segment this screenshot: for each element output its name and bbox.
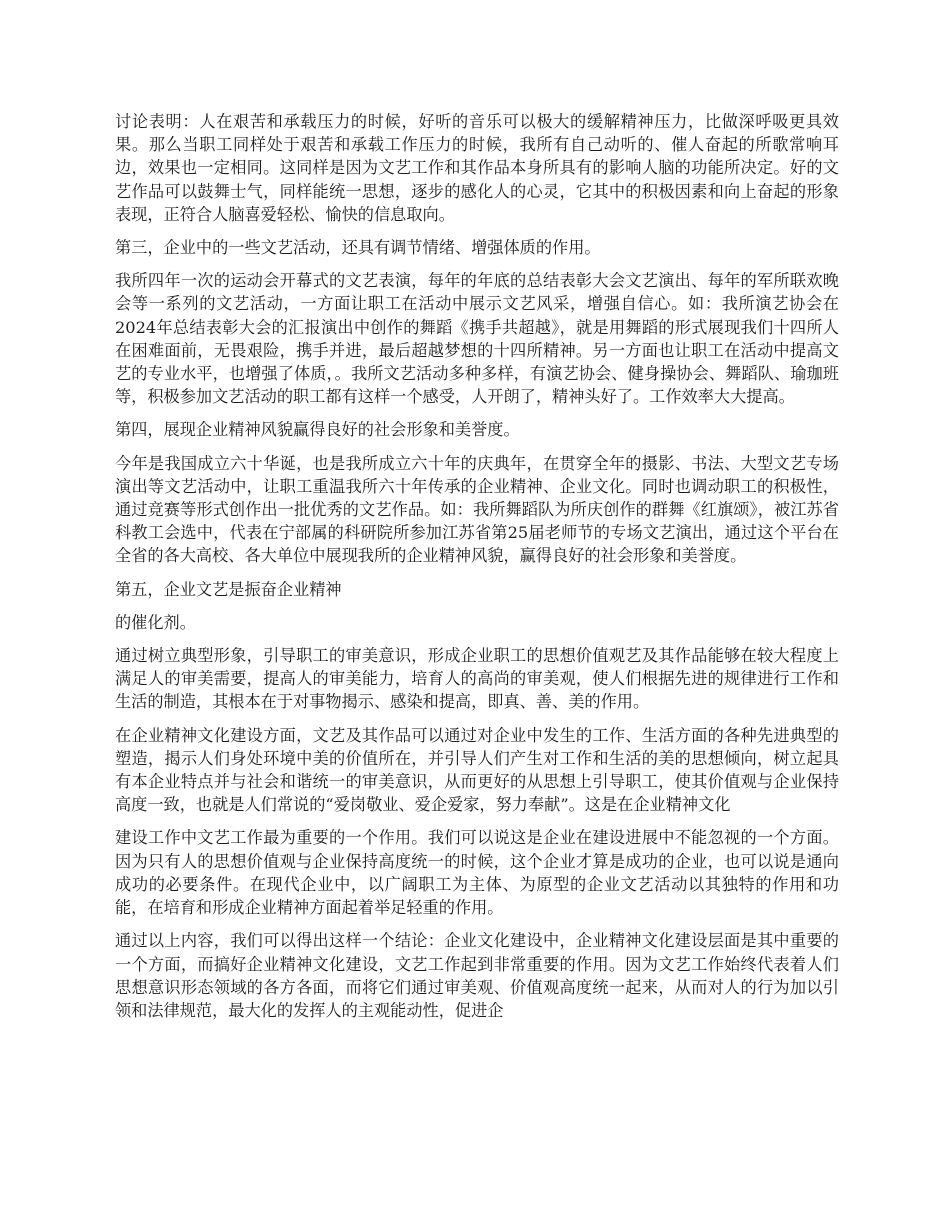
paragraph-10: 建设工作中文艺工作最为重要的一个作用。我们可以说这是企业在建设进展中不能忽视的一个方面。因为只有人的思想价值观与企业保持高度统一的时候，这个企业才算是成功的企业，也可以说是通向成功的必要条件。在现代企业中，以广阔职工为主体、为原型的企业文艺活动以其独特的作用和功能，在培育和形成企业精神方面起着举足轻重的作用。 [115, 828, 839, 918]
paragraph-2-heading: 第三，企业中的一些文艺活动，还具有调节情绪、增强体质的作用。 [115, 238, 601, 258]
paragraph-7-heading-continuation: 的催化剂。 [115, 612, 196, 632]
paragraph-6-heading: 第五，企业文艺是振奋企业精神 [115, 579, 342, 599]
paragraph-5: 今年是我国成立六十华诞，也是我所成立六十年的庆典年，在贯穿全年的摄影、书法、大型文艺专场演出等文艺活动中，让职工重温我所六十年传承的企业精神、企业文化。同时也调动职工的积极性，通过竞赛等形式创作出一批优秀的文艺作品。如：我所舞蹈队为所庆创作的群舞《红旗颂》，被江苏省科教工会选中，代表在宁部属的科研院所参加江苏省第25届老师节的专场文艺演出，通过这个平台在全省的各大高校、各大单位中展现我所的企业精神风貌，赢得良好的社会形象和美誉度。 [115, 453, 839, 566]
paragraph-9: 在企业精神文化建设方面，文艺及其作品可以通过对企业中发生的工作、生活方面的各种先进典型的塑造，揭示人们身处环境中美的价值所在，并引导人们产生对工作和生活的美的思想倾向，树立起具有本企业特点并与社会和谐统一的审美意识，从而更好的从思想上引导职工，使其价值观与企业保持高度一致，也就是人们常说的“爱岗敬业、爱企爱家，努力奉献”。这是在企业精神文化 [115, 725, 839, 815]
paragraph-4-heading: 第四，展现企业精神风貌赢得良好的社会形象和美誉度。 [115, 420, 520, 440]
paragraph-1: 讨论表明：人在艰苦和承载压力的时候，好听的音乐可以极大的缓解精神压力，比做深呼吸更具效果。那么当职工同样处于艰苦和承载工作压力的时候，我所有自己动听的、催人奋起的所歌常响耳边，效果也一定相同。这同样是因为文艺工作和其作品本身所具有的影响人脑的功能所决定。好的文艺作品可以鼓舞士气，同样能统一思想，逐步的感化人的心灵，它其中的积极因素和向上奋起的形象表现，正符合人脑喜爱轻松、愉快的信息取向。 [115, 112, 839, 224]
document-body [115, 110, 839, 1032]
paragraph-3: 我所四年一次的运动会开幕式的文艺表演，每年的年底的总结表彰大会文艺演出、每年的军所联欢晚会等一系列的文艺活动，一方面让职工在活动中展示文艺风采，增强自信心。如：我所演艺协会在2024年总结表彰大会的汇报演出中创作的舞蹈《携手共超越》，就是用舞蹈的形式展现我们十四所人在困难面前，无畏艰险，携手并进，最后超越梦想的十四所精神。另一方面也让职工在活动中提高文艺的专业水平，也增强了体质，。我所文艺活动多种多样，有演艺协会、健身操协会、舞蹈队、瑜珈班等，积极参加文艺活动的职工都有这样一个感受，人开朗了，精神头好了。工作效率大大提高。 [115, 271, 839, 407]
paragraph-11: 通过以上内容，我们可以得出这样一个结论：企业文化建设中，企业精神文化建设层面是其中重要的一个方面，而搞好企业精神文化建设，文艺工作起到非常重要的作用。因为文艺工作始终代表着人们思想意识形态领域的各方各面，而将它们通过审美观、价值观高度统一起来，从而对人的行为加以引领和法律规范，最大化的发挥人的主观能动性，促进企 [115, 931, 839, 1020]
paragraph-8: 通过树立典型形象，引导职工的审美意识，形成企业职工的思想价值观艺及其作品能够在较大程度上满足人的审美需要，提高人的审美能力，培育人的高尚的审美观，使人们根据先进的规律进行工作和生活的制造，其根本在于对事物揭示、感染和提高，即真、善、美的作用。 [115, 646, 839, 712]
